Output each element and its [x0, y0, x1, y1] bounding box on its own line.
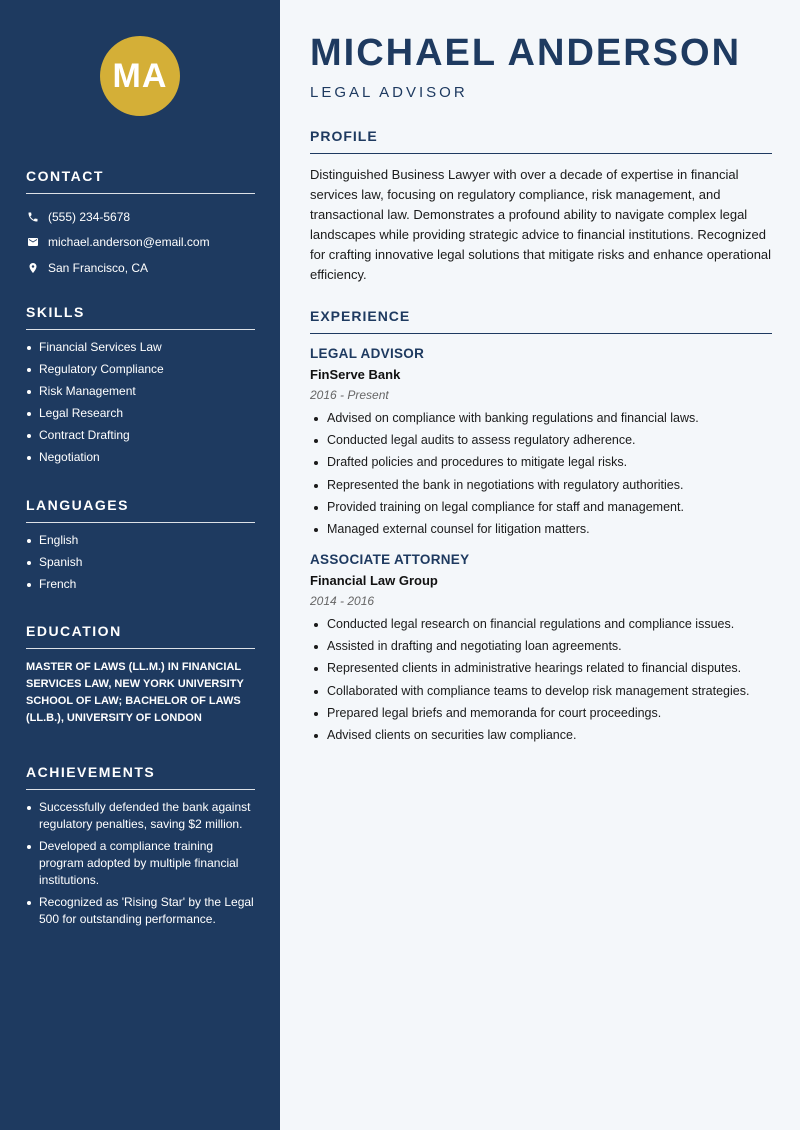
duty-item: Advised clients on securities law compliance. — [310, 727, 772, 744]
contact-location — [26, 255, 255, 281]
avatar — [100, 36, 180, 116]
language-item: Spanish — [26, 554, 255, 571]
job-entry — [310, 346, 772, 538]
email-text[interactable]: michael.anderson@email.com — [48, 235, 210, 250]
profile-heading: PROFILE — [310, 128, 772, 154]
achievement-item: Recognized as 'Rising Star' by the Legal 500 for outstanding performance. — [26, 894, 255, 928]
job-duties — [310, 616, 772, 744]
skills-section — [26, 304, 255, 471]
skills-list — [26, 339, 255, 466]
achievements-list — [26, 799, 255, 928]
education-heading: EDUCATION — [26, 623, 255, 649]
achievements-section — [26, 764, 255, 933]
job-company: Financial Law Group — [310, 572, 438, 588]
experience-heading: EXPERIENCE — [310, 308, 772, 334]
contact-section — [26, 168, 255, 281]
profile-text: Distinguished Business Lawyer with over a decade of expertise in financial services law, focusing on regulatory compliance, risk management, and transactional law. Demonstrates a profound ability to navigate complex legal landscapes while providing strategic advice to financial institutions. Recognized for crafting innovative legal solutions that mitigate risks and enhance operational efficiency. — [310, 167, 772, 282]
duty-item: Drafted policies and procedures to mitigate legal risks. — [310, 454, 772, 471]
skill-item: Regulatory Compliance — [26, 361, 255, 378]
skills-heading: SKILLS — [26, 304, 255, 330]
sidebar — [0, 0, 280, 1130]
job-company: FinServe Bank — [310, 367, 401, 382]
job-duties — [310, 410, 772, 538]
phone-icon — [26, 210, 39, 223]
languages-heading: LANGUAGES — [26, 497, 255, 523]
job-role: ASSOCIATE ATTORNEY — [310, 551, 470, 567]
skill-item: Risk Management — [26, 383, 255, 400]
duty-item: Conducted legal audits to assess regulatory adherence. — [310, 432, 772, 449]
skill-item: Financial Services Law — [26, 339, 255, 356]
duty-item: Assisted in drafting and negotiating loan agreements. — [310, 638, 772, 655]
duty-item: Represented the bank in negotiations with regulatory authorities. — [310, 477, 772, 494]
avatar-initials: MA — [112, 56, 168, 95]
contact-email — [26, 230, 255, 256]
job-entry — [310, 552, 772, 744]
achievements-heading: ACHIEVEMENTS — [26, 764, 255, 790]
contact-phone — [26, 204, 255, 230]
education-text: MASTER OF LAWS (LL.M.) IN FINANCIAL SERVICES LAW, NEW YORK UNIVERSITY SCHOOL OF LAW; BACHELOR OF LAWS (LL.B.), UNIVERSITY OF LONDON — [26, 661, 244, 724]
phone-text: (555) 234-5678 — [48, 209, 131, 224]
duty-item: Prepared legal briefs and memoranda for court proceedings. — [310, 705, 772, 722]
job-dates: 2014 - 2016 — [310, 593, 375, 608]
candidate-name: MICHAEL ANDERSON — [310, 32, 742, 74]
skill-item: Negotiation — [26, 449, 255, 466]
achievement-item: Developed a compliance training program adopted by multiple financial institutions. — [26, 838, 255, 889]
skill-item: Legal Research — [26, 405, 255, 422]
contact-heading: CONTACT — [26, 168, 255, 194]
education-section — [26, 623, 255, 727]
duty-item: Conducted legal research on financial regulations and compliance issues. — [310, 616, 772, 633]
location-text: San Francisco, CA — [48, 260, 149, 275]
mail-icon — [26, 236, 39, 249]
duty-item: Managed external counsel for litigation matters. — [310, 521, 772, 538]
language-item: French — [26, 576, 255, 593]
duty-item: Collaborated with compliance teams to develop risk management strategies. — [310, 683, 772, 700]
languages-list — [26, 532, 255, 593]
experience-section — [310, 308, 772, 749]
job-dates: 2016 - Present — [310, 388, 389, 402]
job-role: LEGAL ADVISOR — [310, 346, 425, 361]
language-item: English — [26, 532, 255, 549]
duty-item: Advised on compliance with banking regulations and financial laws. — [310, 410, 772, 427]
contact-list — [26, 204, 255, 281]
location-pin-icon — [26, 261, 39, 274]
achievement-item: Successfully defended the bank against regulatory penalties, saving $2 million. — [26, 799, 255, 833]
duty-item: Provided training on legal compliance for staff and management. — [310, 499, 772, 516]
skill-item: Contract Drafting — [26, 427, 255, 444]
candidate-title: LEGAL ADVISOR — [310, 84, 468, 101]
profile-section — [310, 128, 772, 285]
languages-section — [26, 497, 255, 598]
duty-item: Represented clients in administrative hearings related to financial disputes. — [310, 660, 772, 677]
